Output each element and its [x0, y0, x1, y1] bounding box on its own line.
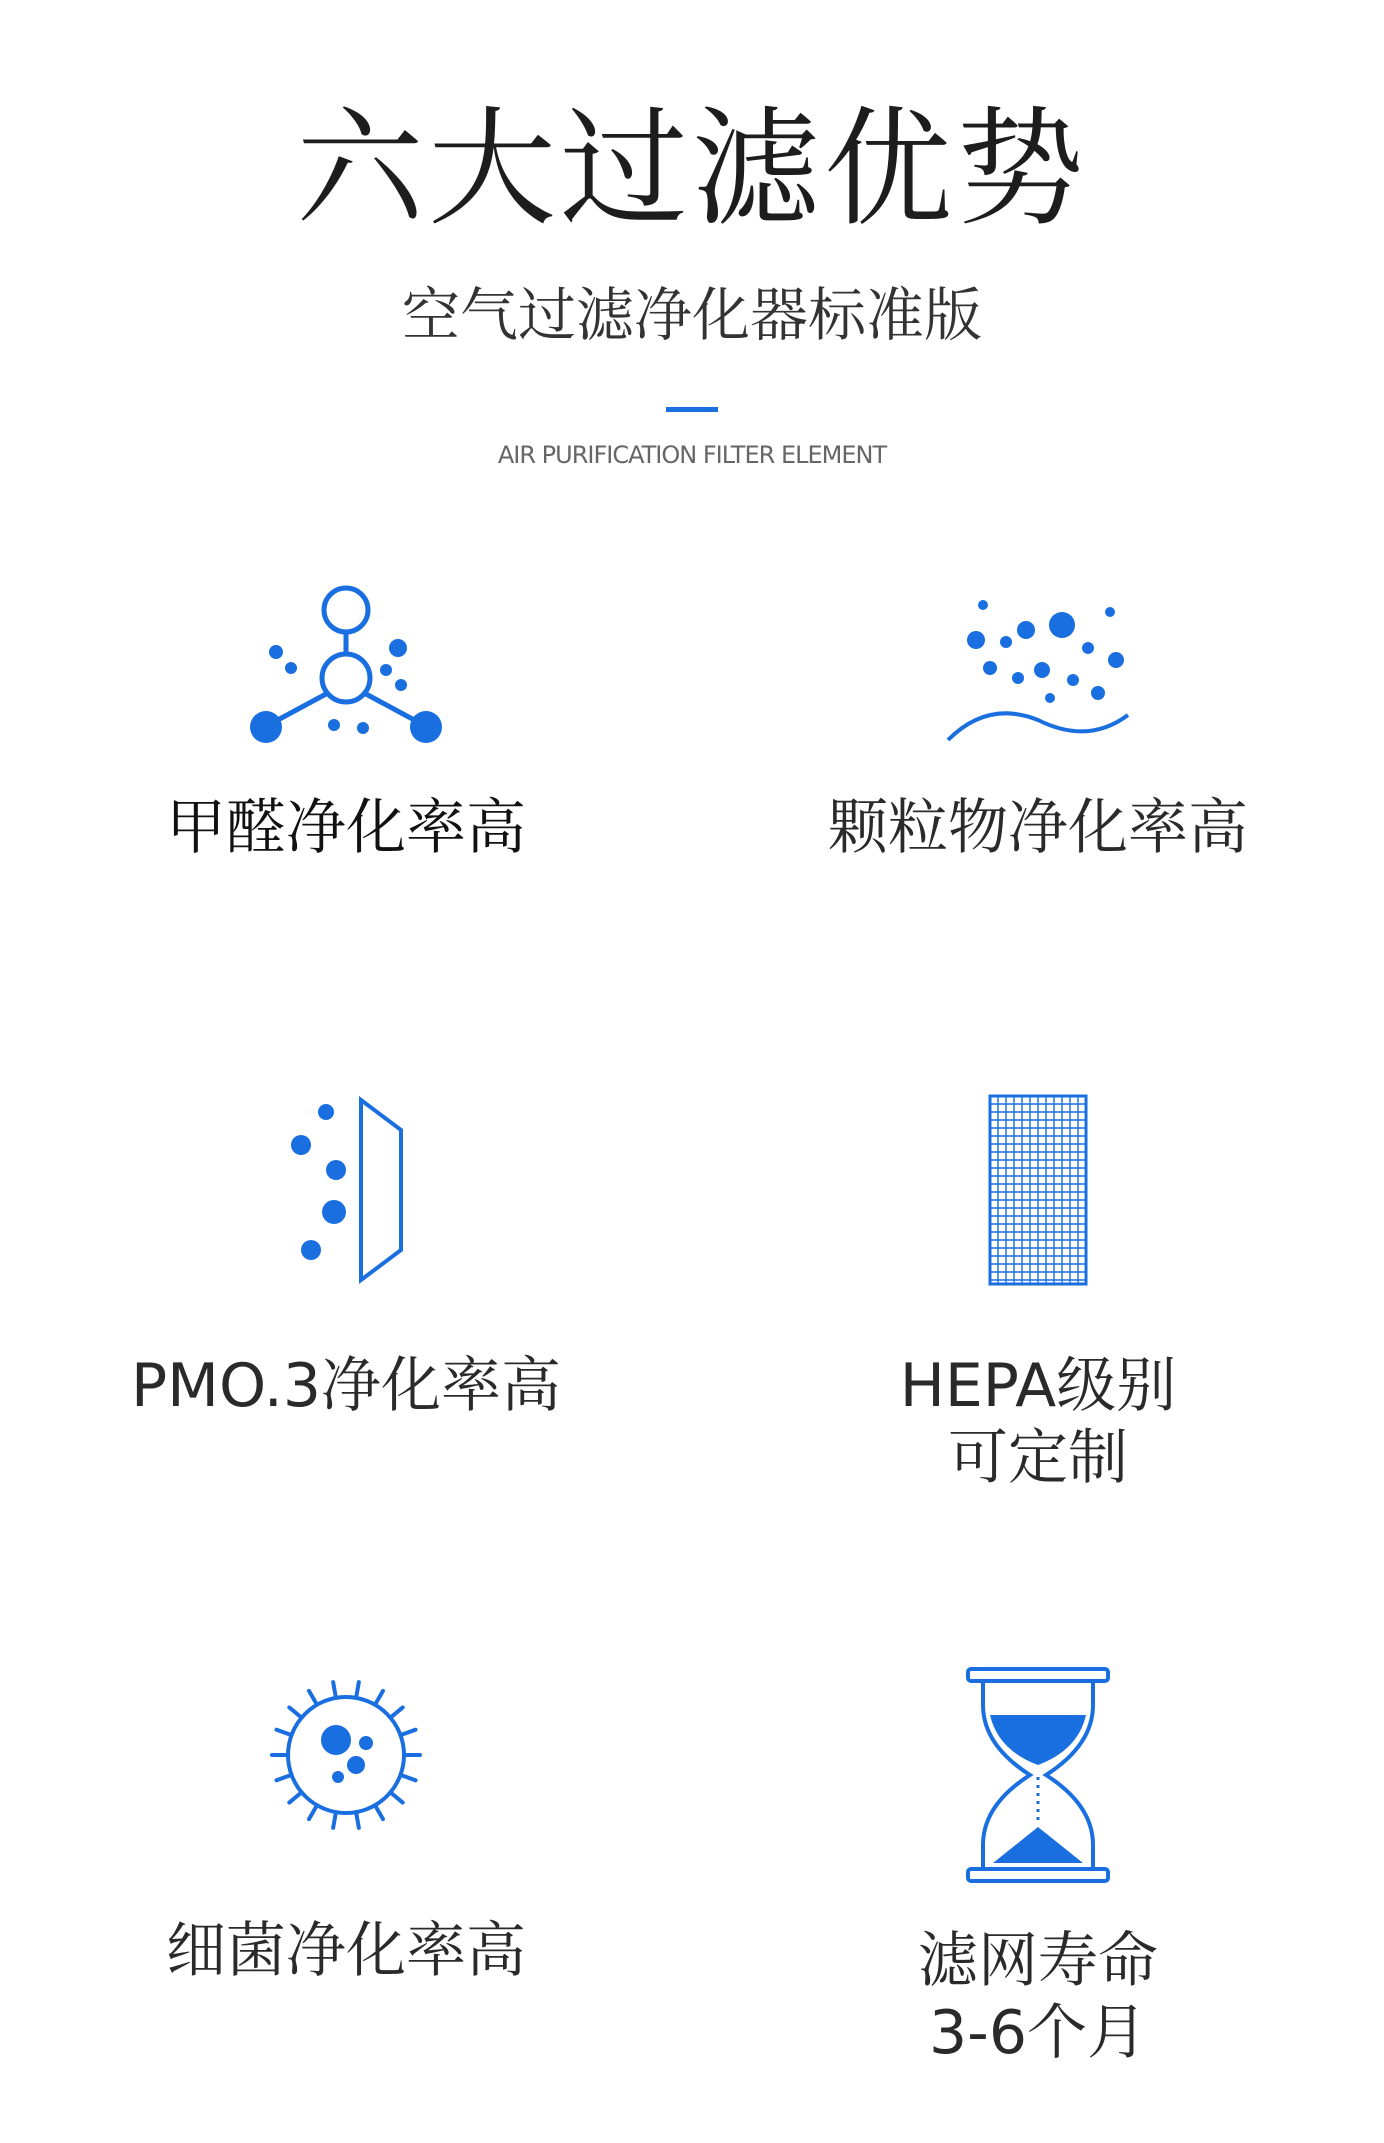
page-title: 六大过滤优势	[295, 95, 1088, 244]
english-caption: AIR PURIFICATION FILTER ELEMENT	[497, 441, 887, 469]
hourglass-icon	[938, 1665, 1138, 1885]
hepa-mesh-icon	[938, 1090, 1138, 1290]
feature-label: PMO.3净化率高	[131, 1351, 561, 1421]
feature-lifespan	[692, 1665, 1384, 2069]
feature-label: 颗粒物净化率高	[828, 793, 1248, 863]
feature-formaldehyde	[0, 580, 692, 864]
feature-label: 甲醛净化率高	[166, 793, 526, 863]
accent-divider	[666, 407, 718, 412]
feature-label: HEPA级别 可定制	[899, 1351, 1177, 1493]
feature-label: 细菌净化率高	[166, 1916, 526, 1986]
page-subtitle: 空气过滤净化器标准版	[401, 281, 982, 349]
feature-label: 滤网寿命 3-6个月	[918, 1926, 1158, 2068]
feature-hepa	[692, 1090, 1384, 1494]
bacteria-icon	[246, 1665, 446, 1845]
feature-pm03	[0, 1090, 692, 1422]
feature-particulates	[692, 580, 1384, 864]
feature-bacteria	[0, 1665, 692, 1987]
particles-icon	[938, 580, 1138, 760]
molecule-icon	[246, 580, 446, 760]
filter-layer-icon	[246, 1090, 446, 1290]
